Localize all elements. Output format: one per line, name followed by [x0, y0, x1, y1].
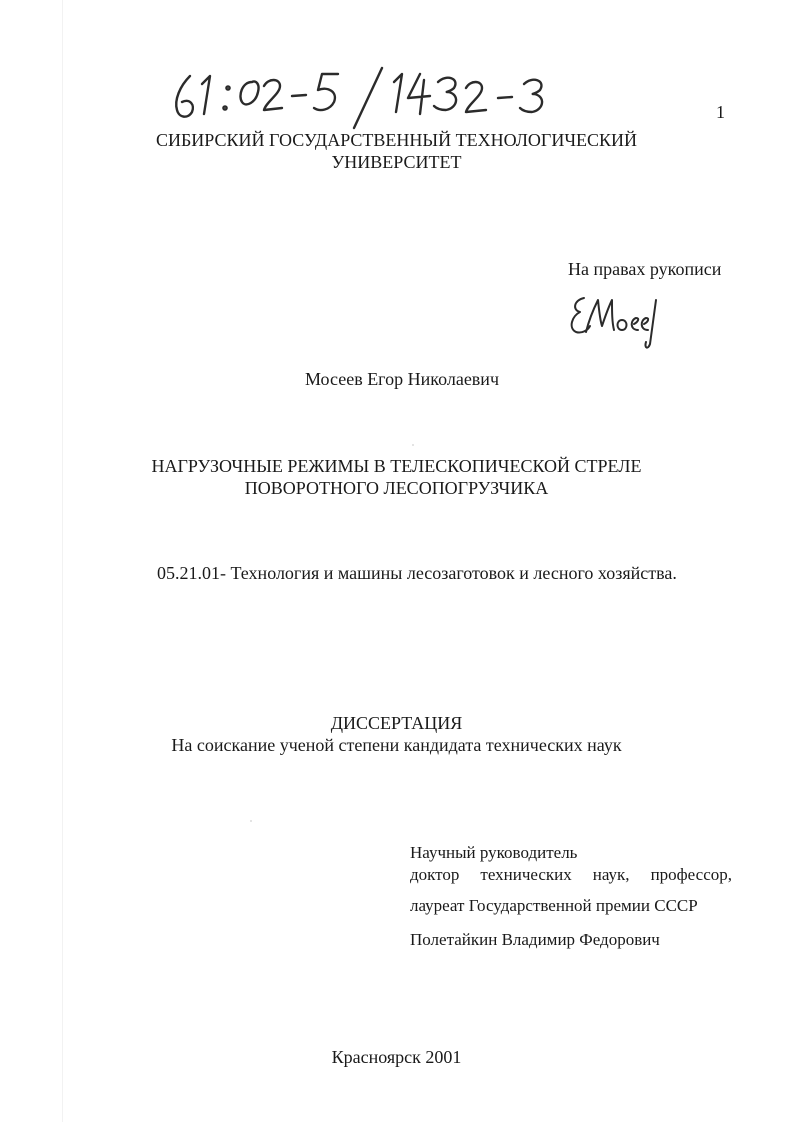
- advisor-name: Полетайкин Владимир Федорович: [410, 930, 660, 949]
- scan-speck: [412, 444, 414, 446]
- specialty: 05.21.01- Технология и машины лесозаготовок и лесного хозяйства.: [157, 563, 677, 583]
- manuscript-rights: На правах рукописи: [568, 259, 722, 279]
- degree-sought: На соискание ученой степени кандидата технических наук: [171, 735, 622, 755]
- title-line-1: НАГРУЗОЧНЫЕ РЕЖИМЫ В ТЕЛЕСКОПИЧЕСКОЙ СТРЕЛЕ: [151, 456, 642, 476]
- scan-speck: [250, 820, 252, 822]
- city-year: Красноярск 2001: [331, 1047, 462, 1067]
- handwritten-registry-code: [168, 62, 568, 132]
- institution-line-2: УНИВЕРСИТЕТ: [331, 152, 462, 172]
- advisor-degree-word: наук,: [592, 865, 630, 884]
- author-name: Мосеев Егор Николаевич: [305, 369, 499, 389]
- advisor-degree-word: профессор,: [650, 865, 732, 884]
- advisor-degree-word: доктор: [410, 865, 460, 884]
- title-line-2: ПОВОРОТНОГО ЛЕСОПОГРУЗЧИКА: [244, 478, 549, 498]
- signature: [566, 286, 666, 350]
- page-number: 1: [716, 102, 725, 122]
- advisor-award: лауреат Государственной премии СССР: [410, 896, 698, 915]
- doc-type-heading: ДИССЕРТАЦИЯ: [330, 713, 463, 733]
- advisor-degree: [410, 864, 732, 886]
- advisor-degree-word: технических: [480, 865, 572, 884]
- advisor-label: Научный руководитель: [410, 843, 578, 862]
- institution-line-1: СИБИРСКИЙ ГОСУДАРСТВЕННЫЙ ТЕХНОЛОГИЧЕСКИЙ: [155, 130, 638, 150]
